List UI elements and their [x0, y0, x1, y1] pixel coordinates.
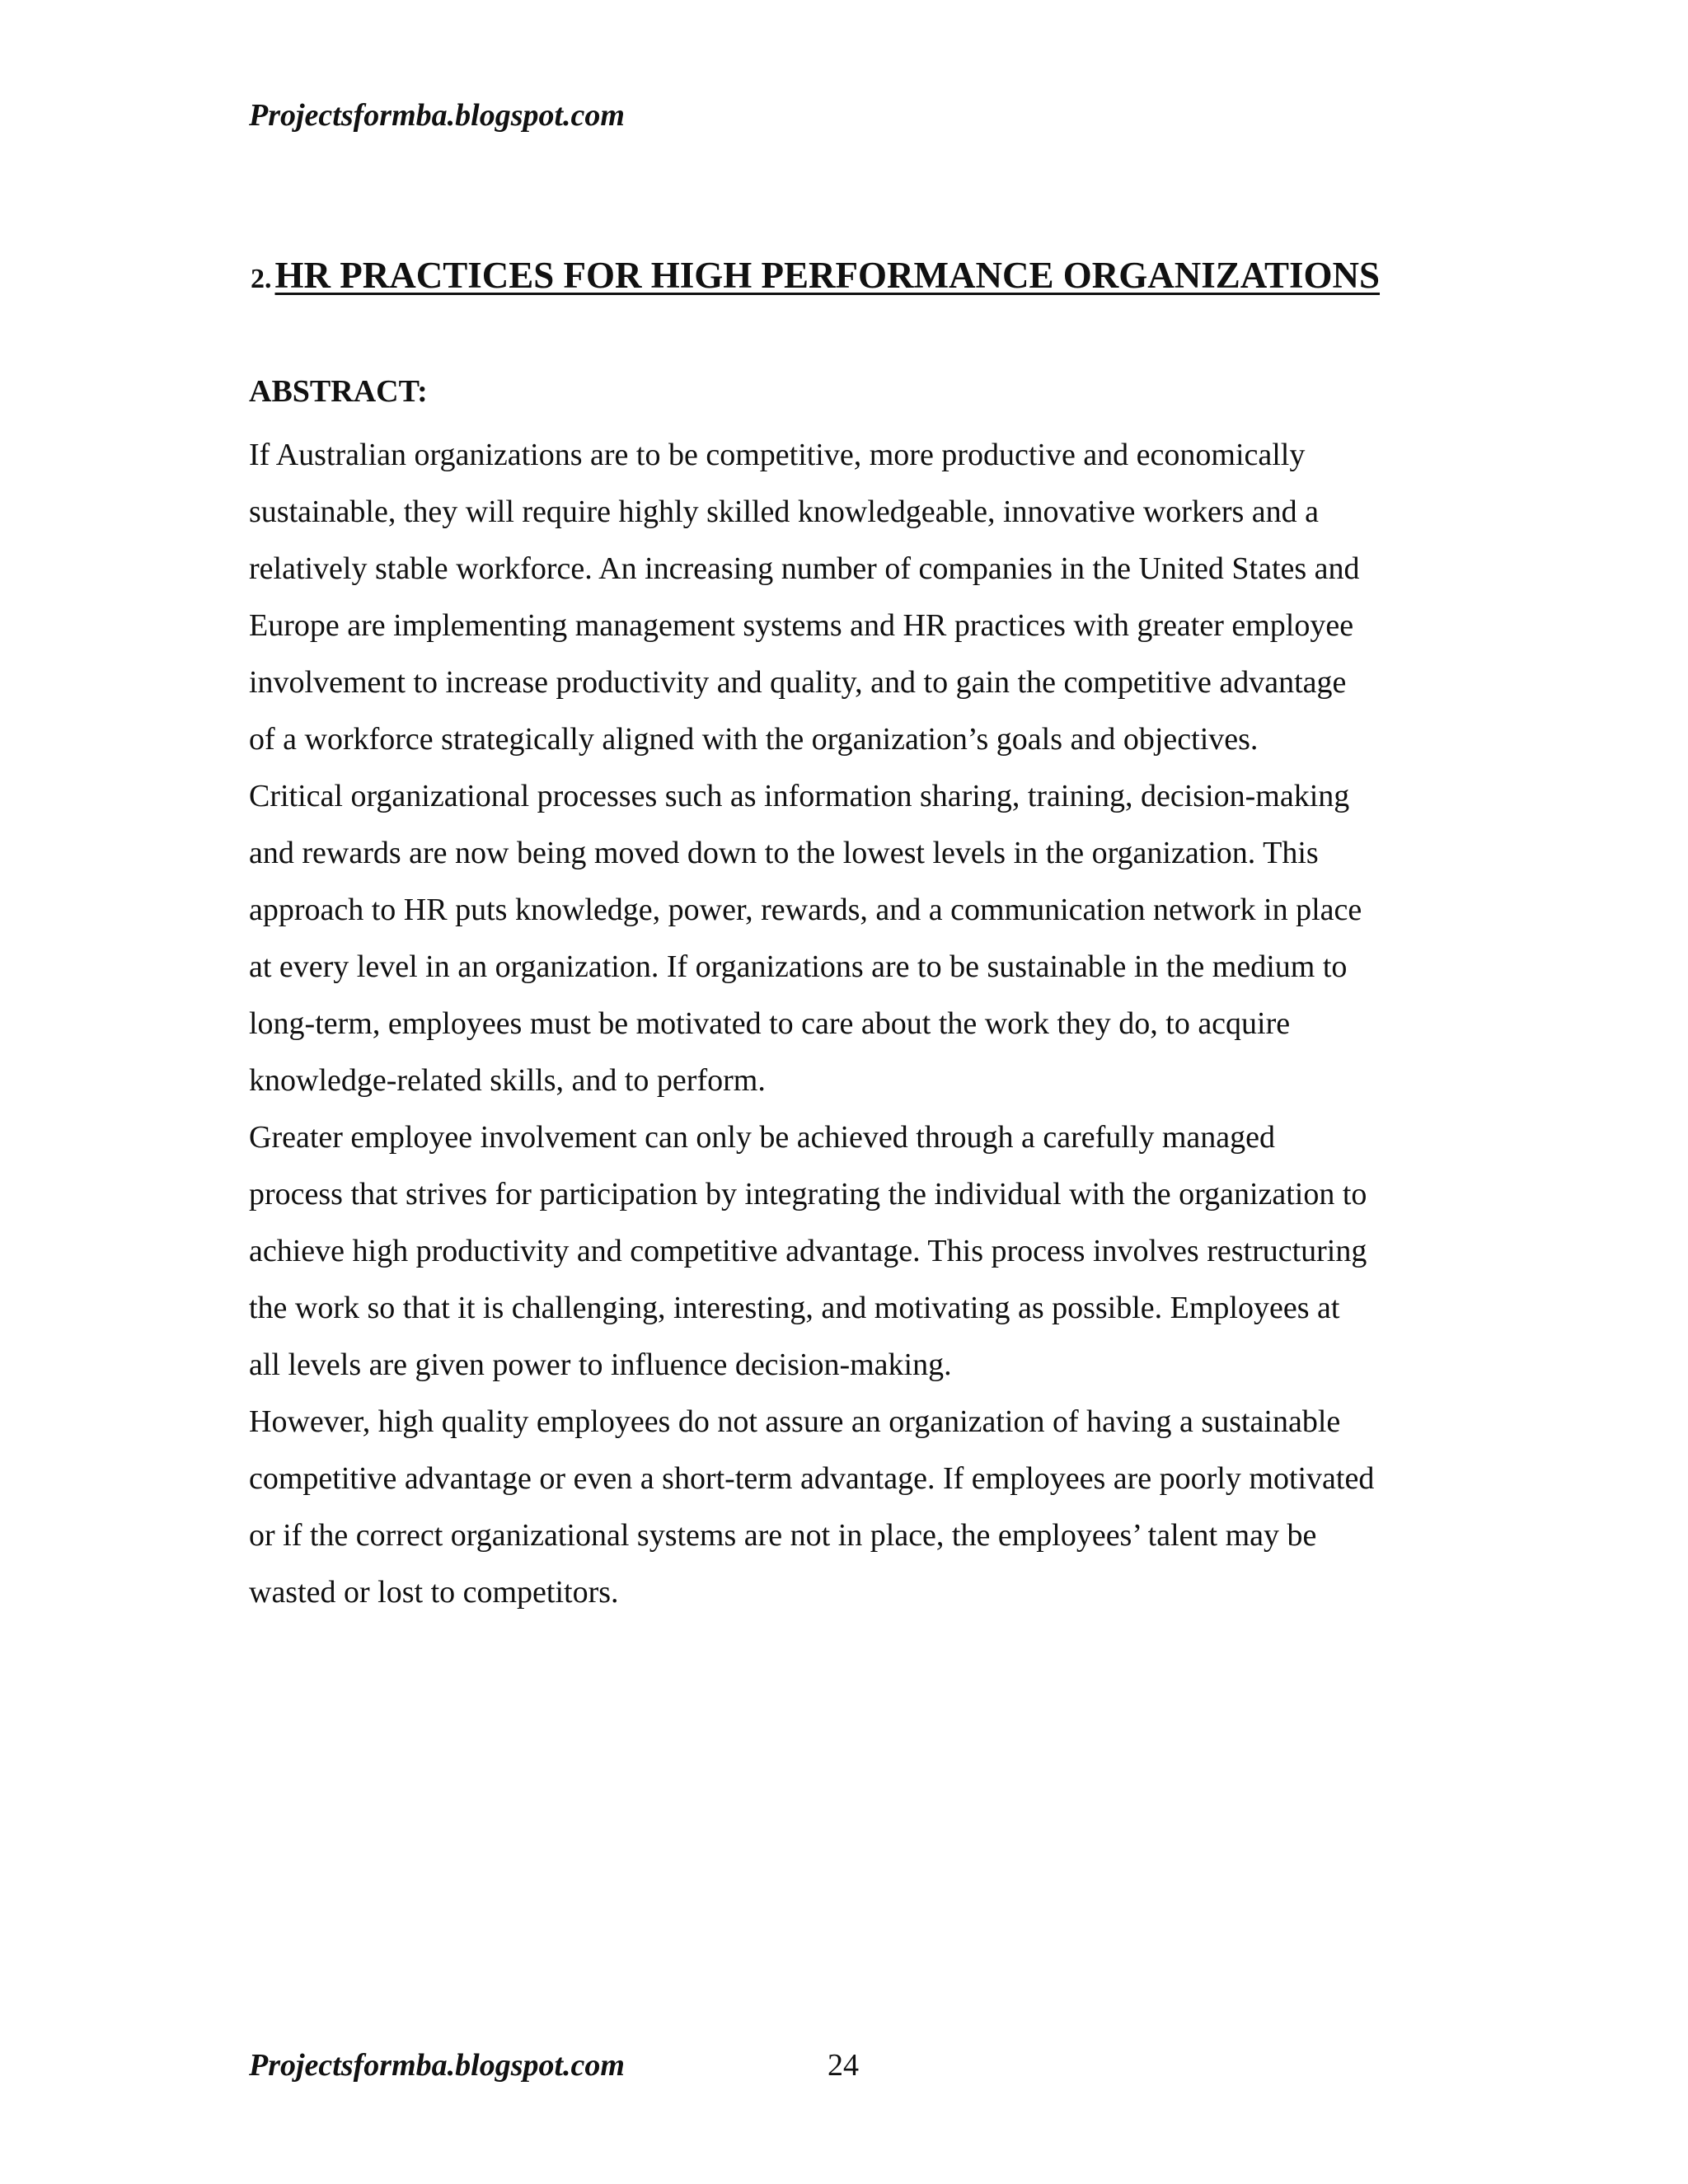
abstract-line: at every level in an organization. If organizations are to be sustainable in the medium to — [249, 949, 1348, 984]
abstract-line: or if the correct organizational systems are not in place, the employees’ talent may be — [249, 1518, 1317, 1553]
abstract-line: and rewards are now being moved down to the lowest levels in the organization. This — [249, 836, 1319, 870]
abstract-line: all levels are given power to influence decision-making. — [249, 1347, 952, 1382]
abstract-line: Greater employee involvement can only be achieved through a carefully managed — [249, 1120, 1276, 1155]
abstract-heading: ABSTRACT: — [249, 374, 428, 409]
abstract-line: knowledge-related skills, and to perform. — [249, 1063, 766, 1098]
abstract-line: achieve high productivity and competitive advantage. This process involves restructuring — [249, 1234, 1367, 1268]
abstract-line: Critical organizational processes such as information sharing, training, decision-making — [249, 779, 1350, 813]
abstract-line: approach to HR puts knowledge, power, rewards, and a communication network in place — [249, 893, 1362, 927]
abstract-line: relatively stable workforce. An increasing number of companies in the United States and — [249, 551, 1360, 586]
abstract-line: sustainable, they will require highly skilled knowledgeable, innovative workers and a — [249, 494, 1319, 529]
section-number: 2. — [251, 264, 272, 294]
section-title — [251, 254, 1380, 297]
abstract-line: Europe are implementing management systems and HR practices with greater employee — [249, 608, 1354, 643]
page-number: 24 — [828, 2048, 859, 2083]
header-site-name: Projectsformba.blogspot.com — [249, 98, 625, 133]
abstract-body — [249, 427, 1452, 1621]
abstract-line: the work so that it is challenging, interesting, and motivating as possible. Employees at — [249, 1291, 1340, 1325]
abstract-line: involvement to increase productivity and quality, and to gain the competitive advantage — [249, 665, 1347, 700]
abstract-line: However, high quality employees do not assure an organization of having a sustainable — [249, 1404, 1341, 1439]
footer-site-name: Projectsformba.blogspot.com — [249, 2048, 625, 2083]
abstract-line: process that strives for participation by integrating the individual with the organization to — [249, 1177, 1367, 1212]
abstract-line: competitive advantage or even a short-term advantage. If employees are poorly motivated — [249, 1461, 1375, 1496]
section-title-text: HR PRACTICES FOR HIGH PERFORMANCE ORGANIZATIONS — [274, 255, 1381, 296]
abstract-line: wasted or lost to competitors. — [249, 1575, 619, 1610]
abstract-line: of a workforce strategically aligned with the organization’s goals and objectives. — [249, 722, 1259, 757]
abstract-line: long-term, employees must be motivated to care about the work they do, to acquire — [249, 1006, 1291, 1041]
abstract-line: If Australian organizations are to be competitive, more productive and economically — [249, 438, 1306, 472]
